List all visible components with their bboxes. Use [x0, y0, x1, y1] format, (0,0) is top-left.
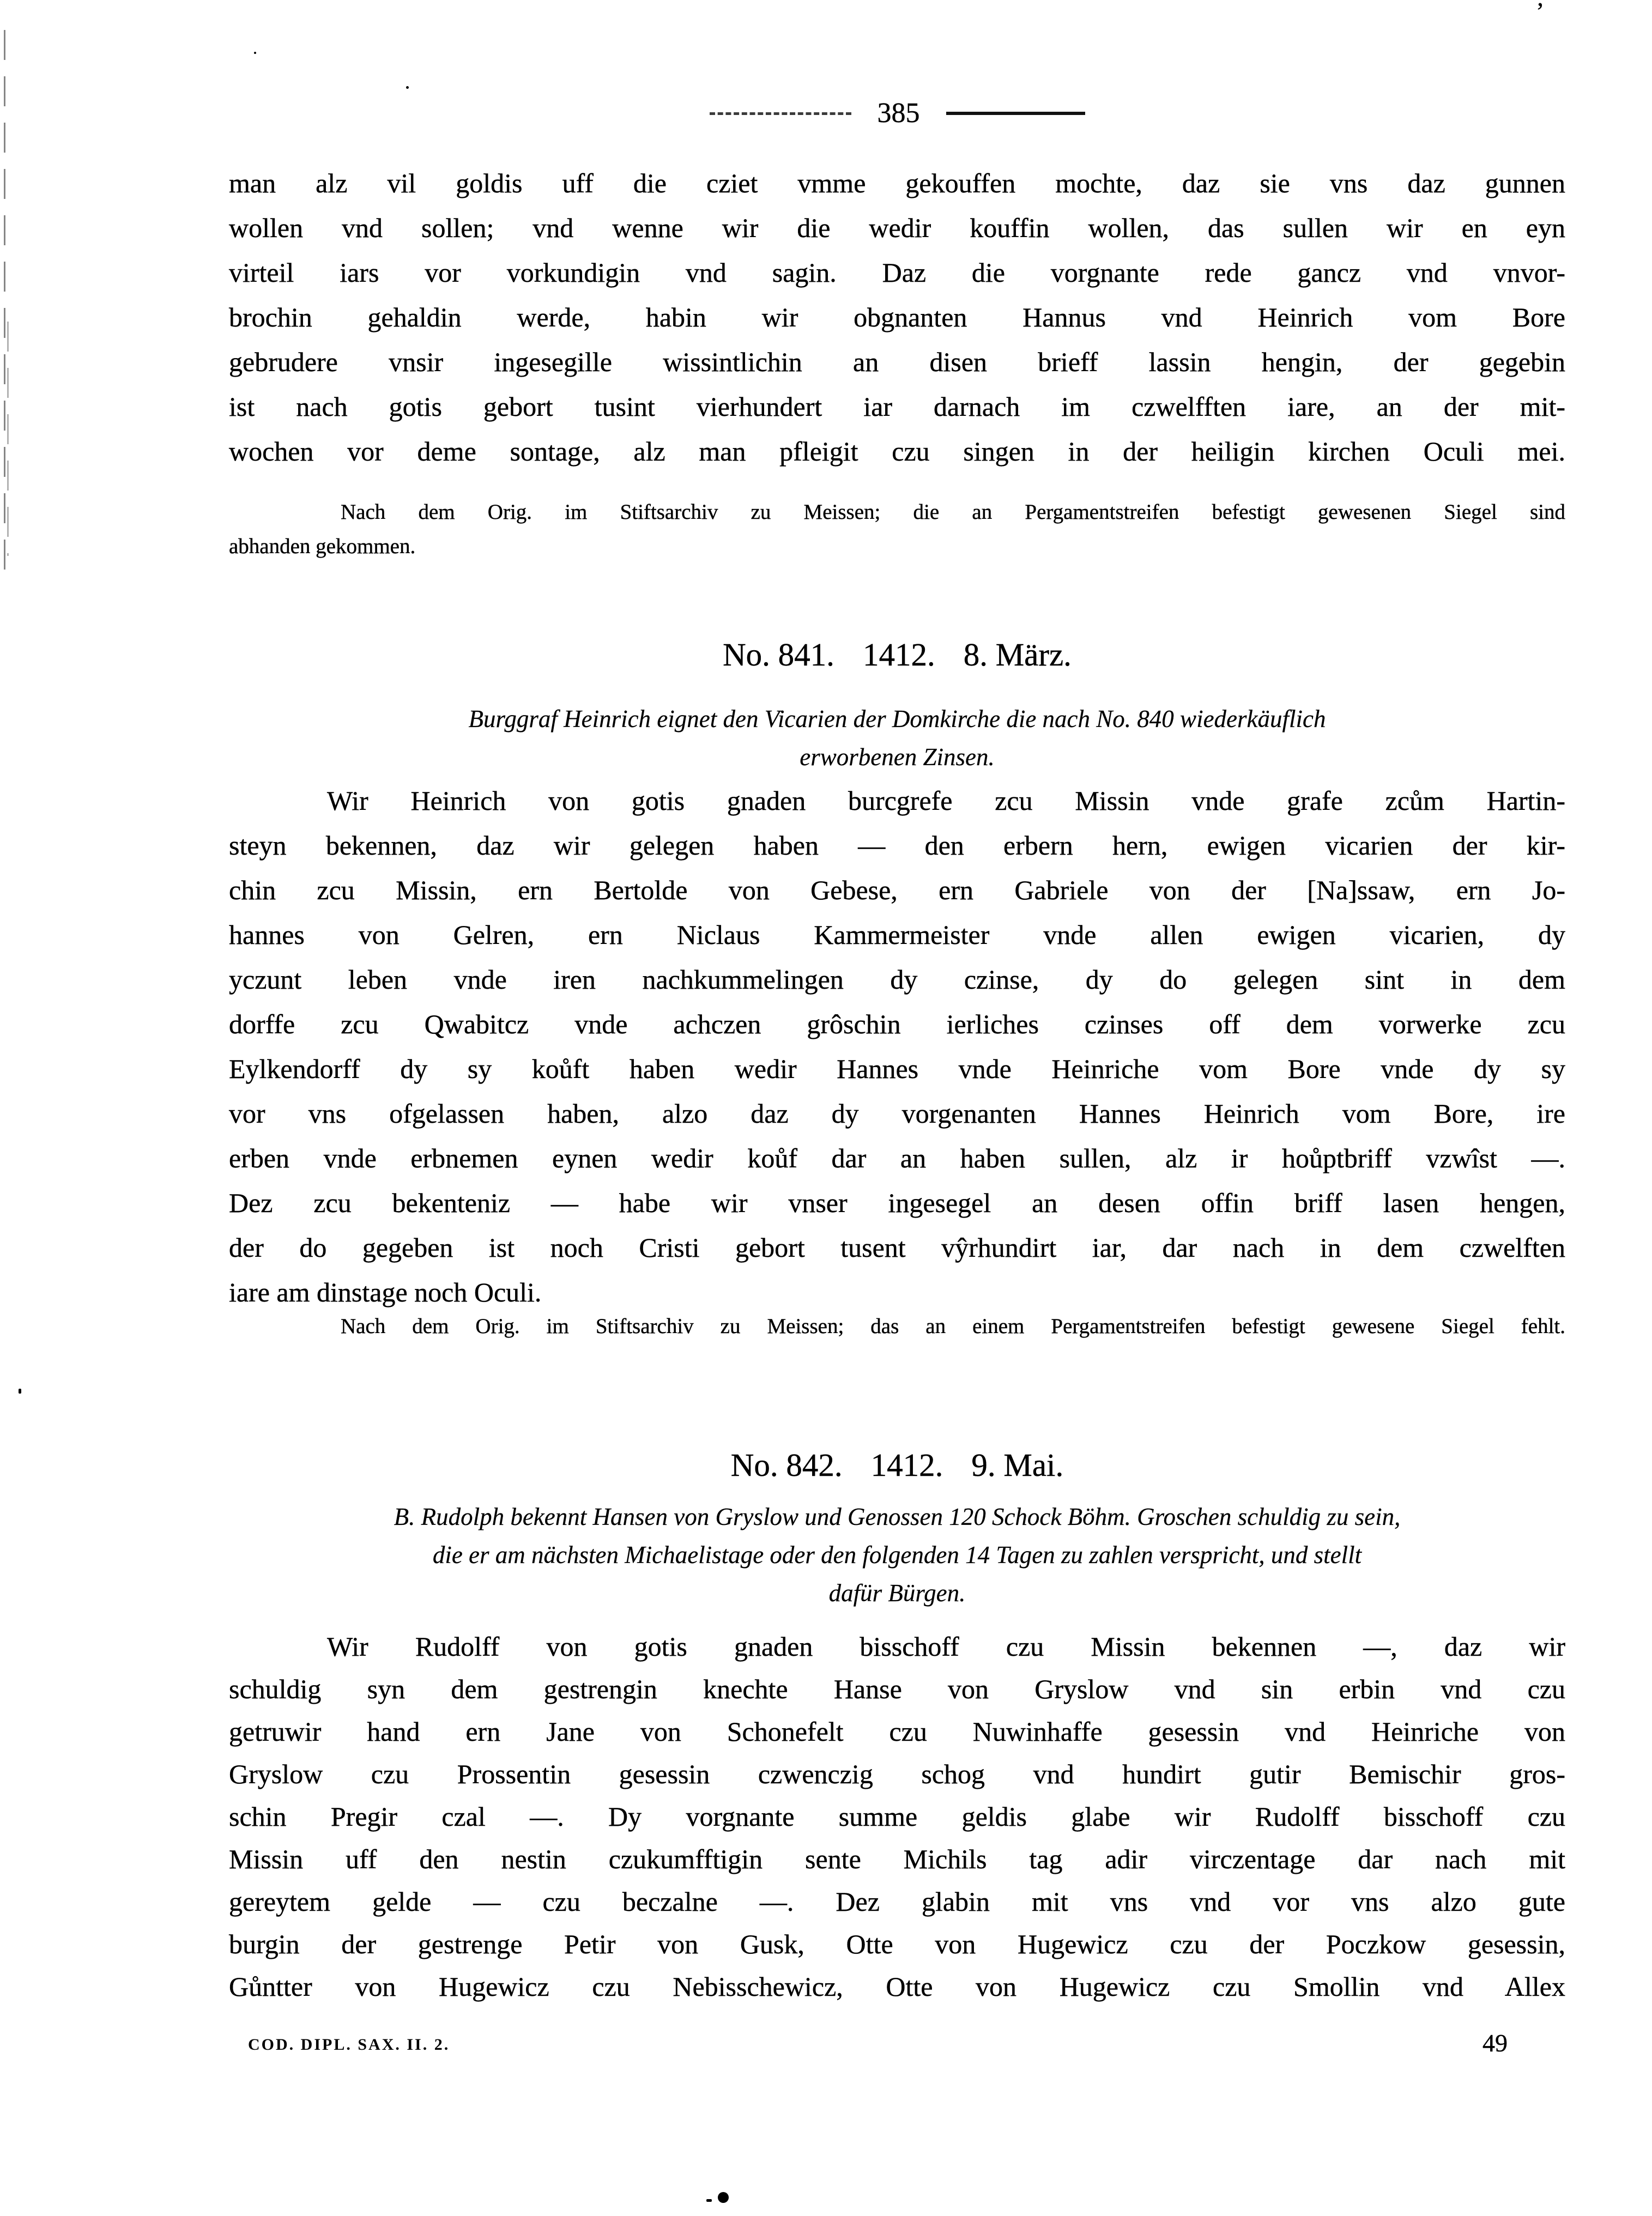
ink-dash — [706, 2199, 712, 2202]
scan-edge-artifact — [4, 30, 5, 575]
summary-line: die er am nächsten Michaelistage oder den folgenden 14 Tagen zu zahlen verspricht, und stellt — [432, 1541, 1362, 1569]
apostrophe-mark: ’ — [1536, 0, 1545, 25]
text-line: Gůntter von Hugewicz czu Nebisschewicz, Otte von Hugewicz czu Smollin vnd Allex — [229, 1971, 1565, 2002]
text-line: gebrudere vnsir ingesegille wissintlichin an disen brieff lassin hengin, der gegebin — [229, 347, 1565, 377]
text-line: Eylkendorff dy sy koůft haben wedir Hannes vnde Heinriche vom Bore vnde dy sy — [229, 1053, 1565, 1084]
text-line: dorffe zcu Qwabitcz vnde achczen grôschin ierliches czinses off dem vorwerke zcu — [229, 1009, 1565, 1039]
text-line: Missin uff den nestin czukumfftigin sente Michils tag adir virczentage dar nach mit — [229, 1844, 1565, 1874]
entry-year: 1412. — [870, 1447, 943, 1483]
entry-841-body — [229, 778, 1565, 1315]
text-line: yczunt leben vnde iren nachkummelingen dy czinse, dy do gelegen sint in dem — [229, 964, 1565, 995]
text-line: chin zcu Missin, ern Bertolde von Gebese, ern Gabriele von der [Na]ssaw, ern Jo- — [229, 875, 1565, 905]
text-line: iare am dinstage noch Oculi. — [229, 1277, 542, 1307]
entry-842-body — [229, 1625, 1565, 2008]
text-line: schin Pregir czal —. Dy vorgnante summe geldis glabe wir Rudolff bisschoff czu — [229, 1801, 1565, 1832]
text-line: ist nach gotis gebort tusint vierhundert iar darnach im czwelfften iare, an der mit- — [229, 391, 1565, 422]
source-note — [229, 495, 1565, 564]
summary-line: dafür Bürgen. — [828, 1579, 966, 1607]
text-line: brochin gehaldin werde, habin wir obgnanten Hannus vnd Heinrich vom Bore — [229, 302, 1565, 332]
text-line: schuldig syn dem gestrengin knechte Hanse von Gryslow vnd sin erbin vnd czu — [229, 1674, 1565, 1704]
entry-date: 8. März. — [963, 637, 1072, 673]
header-rule-left — [710, 112, 851, 115]
text-line: wollen vnd sollen; vnd wenne wir die wedir kouffin wollen, das sullen wir en eyn — [229, 213, 1565, 243]
text-line: wochen vor deme sontage, alz man pfleigit czu singen in der heiligin kirchen Oculi mei. — [229, 436, 1565, 467]
text-line: Wir Rudolff von gotis gnaden bisschoff czu Missin bekennen —, daz wir — [327, 1631, 1565, 1662]
page-header — [229, 97, 1565, 130]
page-number: 385 — [877, 98, 920, 129]
sheet-number: 49 — [1482, 2029, 1508, 2057]
text-line: vor vns ofgelassen haben, alzo daz dy vorgenanten Hannes Heinrich vom Bore, ire — [229, 1098, 1565, 1129]
summary-line: Burggraf Heinrich eignet den Vicarien der Domkirche die nach No. 840 wiederkäuflich — [468, 705, 1326, 732]
text-line: Gryslow czu Prossentin gesessin czwenczig schog vnd hundirt gutir Bemischir gros- — [229, 1759, 1565, 1789]
note-line: Nach dem Orig. im Stiftsarchiv zu Meissen; die an Pergamentstreifen befestigt gewesenen Siegel sind — [341, 500, 1565, 524]
ink-speck — [406, 86, 409, 89]
continuation-paragraph — [229, 161, 1565, 474]
text-line: gereytem gelde — czu beczalne —. Dez glabin mit vns vnd vor vns alzo gute — [229, 1886, 1565, 1917]
text-line: burgin der gestrenge Petir von Gusk, Otte von Hugewicz czu der Poczkow gesessin, — [229, 1929, 1565, 1959]
text-line: der do gegeben ist noch Cristi gebort tusent vŷrhundirt iar, dar nach in dem czwelften — [229, 1232, 1565, 1263]
ink-blot — [718, 2192, 729, 2203]
entry-841-heading — [229, 635, 1565, 674]
entry-number: No. 842. — [730, 1447, 843, 1483]
text-line: virteil iars vor vorkundigin vnd sagin. Daz die vorgnante rede gancz vnd vnvor- — [229, 257, 1565, 288]
summary-line: erworbenen Zinsen. — [800, 743, 995, 771]
text-line: hannes von Gelren, ern Niclaus Kammermeister vnde allen ewigen vicarien, dy — [229, 919, 1565, 950]
note-line: abhanden gekommen. — [229, 535, 416, 558]
series-signature: COD. DIPL. SAX. II. 2. — [248, 2036, 450, 2054]
entry-842-heading — [229, 1445, 1565, 1485]
entry-year: 1412. — [862, 637, 935, 673]
ink-speck — [254, 52, 256, 54]
text-line: man alz vil goldis uff die cziet vmme gekouffen mochte, daz sie vns daz gunnen — [229, 168, 1565, 198]
entry-842-summary — [229, 1498, 1565, 1612]
text-line: getruwir hand ern Jane von Schonefelt czu Nuwinhaffe gesessin vnd Heinriche von — [229, 1716, 1565, 1747]
note-line: Nach dem Orig. im Stiftsarchiv zu Meissen; das an einem Pergamentstreifen befestigt gewesene Siegel fehlt. — [341, 1315, 1565, 1338]
header-rule-right — [946, 112, 1085, 115]
scan-edge-artifact — [7, 322, 9, 556]
entry-date: 9. Mai. — [971, 1447, 1064, 1483]
summary-line: B. Rudolph bekennt Hansen von Gryslow und Genossen 120 Schock Böhm. Groschen schuldig zu sein, — [394, 1503, 1401, 1530]
entry-number: No. 841. — [723, 637, 834, 673]
text-line: steyn bekennen, daz wir gelegen haben — den erbern hern, ewigen vicarien der kir- — [229, 830, 1565, 861]
ink-speck — [19, 1389, 21, 1394]
text-line: Dez zcu bekenteniz — habe wir vnser ingesegel an desen offin briff lasen hengen, — [229, 1188, 1565, 1218]
text-line: Wir Heinrich von gotis gnaden burcgrefe zcu Missin vnde grafe zcům Hartin- — [327, 785, 1565, 816]
source-note — [229, 1309, 1565, 1343]
entry-841-summary — [229, 700, 1565, 776]
text-line: erben vnde erbnemen eynen wedir koůf dar an haben sullen, alz ir hoůptbriff vzwîst —. — [229, 1143, 1565, 1173]
